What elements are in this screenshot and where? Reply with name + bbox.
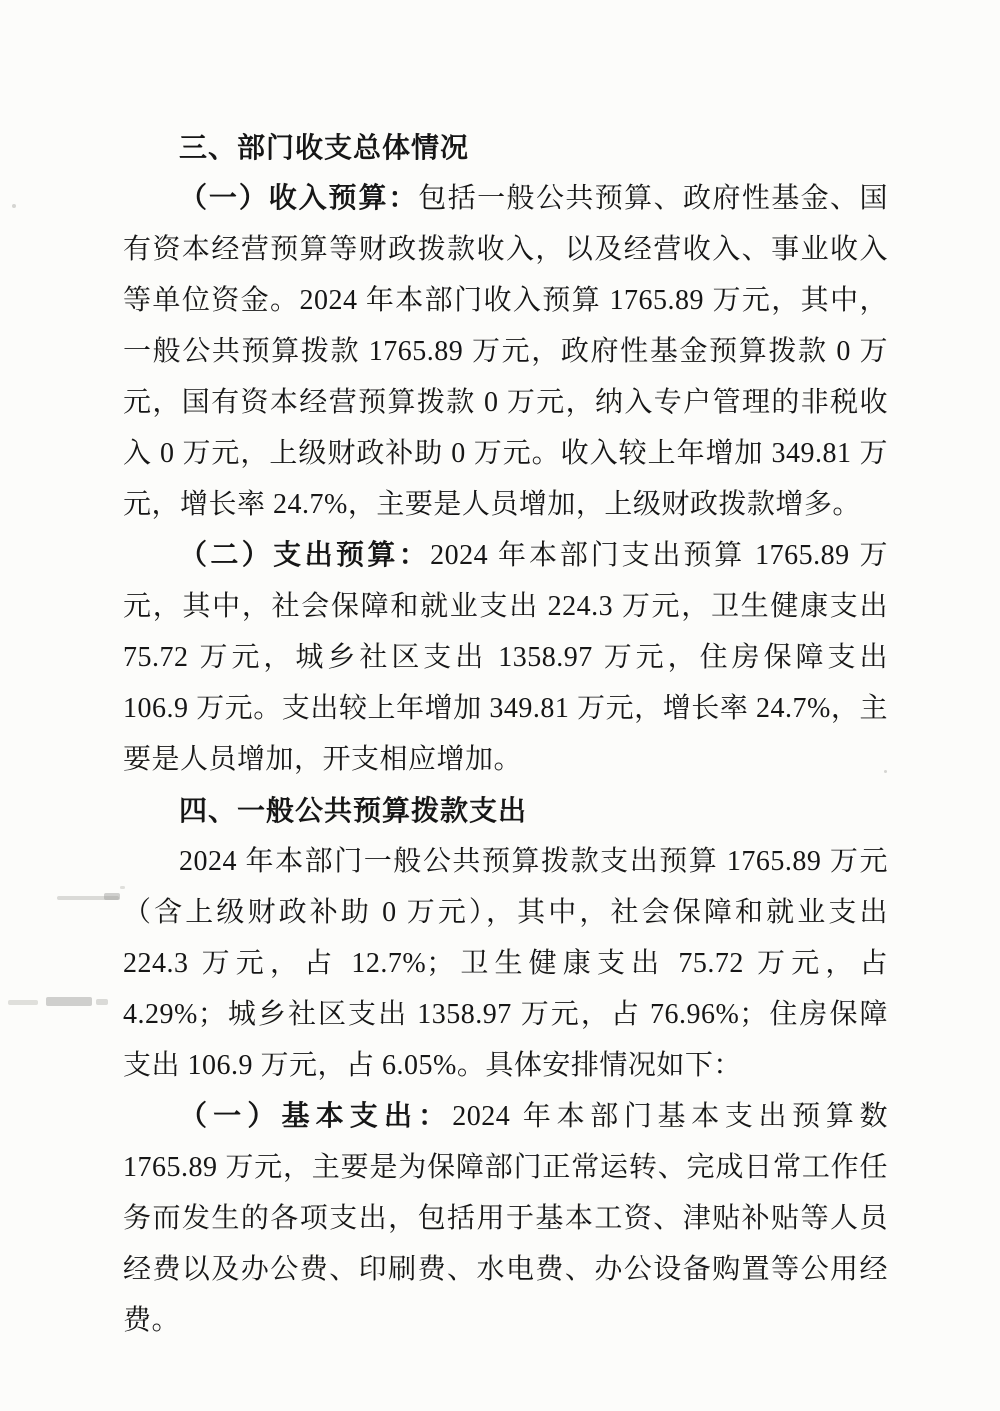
section-heading-4: 四、一般公共预算拨款支出 — [179, 795, 528, 826]
scan-artifact — [8, 1000, 38, 1005]
scan-artifact — [884, 770, 887, 773]
scan-artifact — [120, 886, 125, 889]
paragraph-basic-lead: （一）基本支出： — [179, 1101, 453, 1132]
paragraph-income-budget — [123, 173, 888, 530]
document-content — [123, 122, 888, 1346]
paragraph-expense-body: 2024 年本部门支出预算 1765.89 万元，其中，社会保障和就业支出 224.3 万元，卫生健康支出 75.72 万元，城乡社区支出 1358.97 万元，住房保障支出 106.9 万元。支出较上年增加 349.81 万元，增长率 24.7%，主要是人员增加，开支相应增加。 — [123, 540, 888, 775]
paragraph-expense-lead: （二）支出预算： — [179, 540, 431, 571]
paragraph-expense-budget — [123, 530, 888, 785]
paragraph-general-budget: 2024 年本部门一般公共预算拨款支出预算 1765.89 万元（含上级财政补助 0 万元），其中，社会保障和就业支出 224.3 万元，占 12.7%；卫生健康支出 75.72 万元，占 4.29%；城乡社区支出 1358.97 万元，占 76.96%；住房保障支出 106.9 万元，占 6.05%。具体安排情况如下： — [123, 846, 888, 1081]
paragraph-income-lead: （一）收入预算： — [179, 183, 419, 214]
paragraph-basic-body: 2024 年本部门基本支出预算数 1765.89 万元，主要是为保障部门正常运转、完成日常工作任务而发生的各项支出，包括用于基本工资、津贴补贴等人员经费以及办公费、印刷费、水电费、办公设备购置等公用经费。 — [123, 1101, 888, 1336]
paragraph-basic-expense — [123, 1091, 888, 1346]
scan-artifact — [96, 999, 108, 1005]
paragraph-income-body: 包括一般公共预算、政府性基金、国有资本经营预算等财政拨款收入，以及经营收入、事业收入等单位资金。2024 年本部门收入预算 1765.89 万元，其中，一般公共预算拨款 1765.89 万元，政府性基金预算拨款 0 万元，国有资本经营预算拨款 0 万元，纳入专户管理的非税收入 0 万元，上级财政补助 0 万元。收入较上年增加 349.81 万元，增长率 24.7%，主要是人员增加，上级财政拨款增多。 — [123, 183, 888, 520]
scan-artifact — [12, 204, 16, 208]
section-heading-3: 三、部门收支总体情况 — [179, 132, 470, 163]
scan-artifact — [46, 997, 92, 1006]
scan-artifact — [104, 893, 120, 900]
